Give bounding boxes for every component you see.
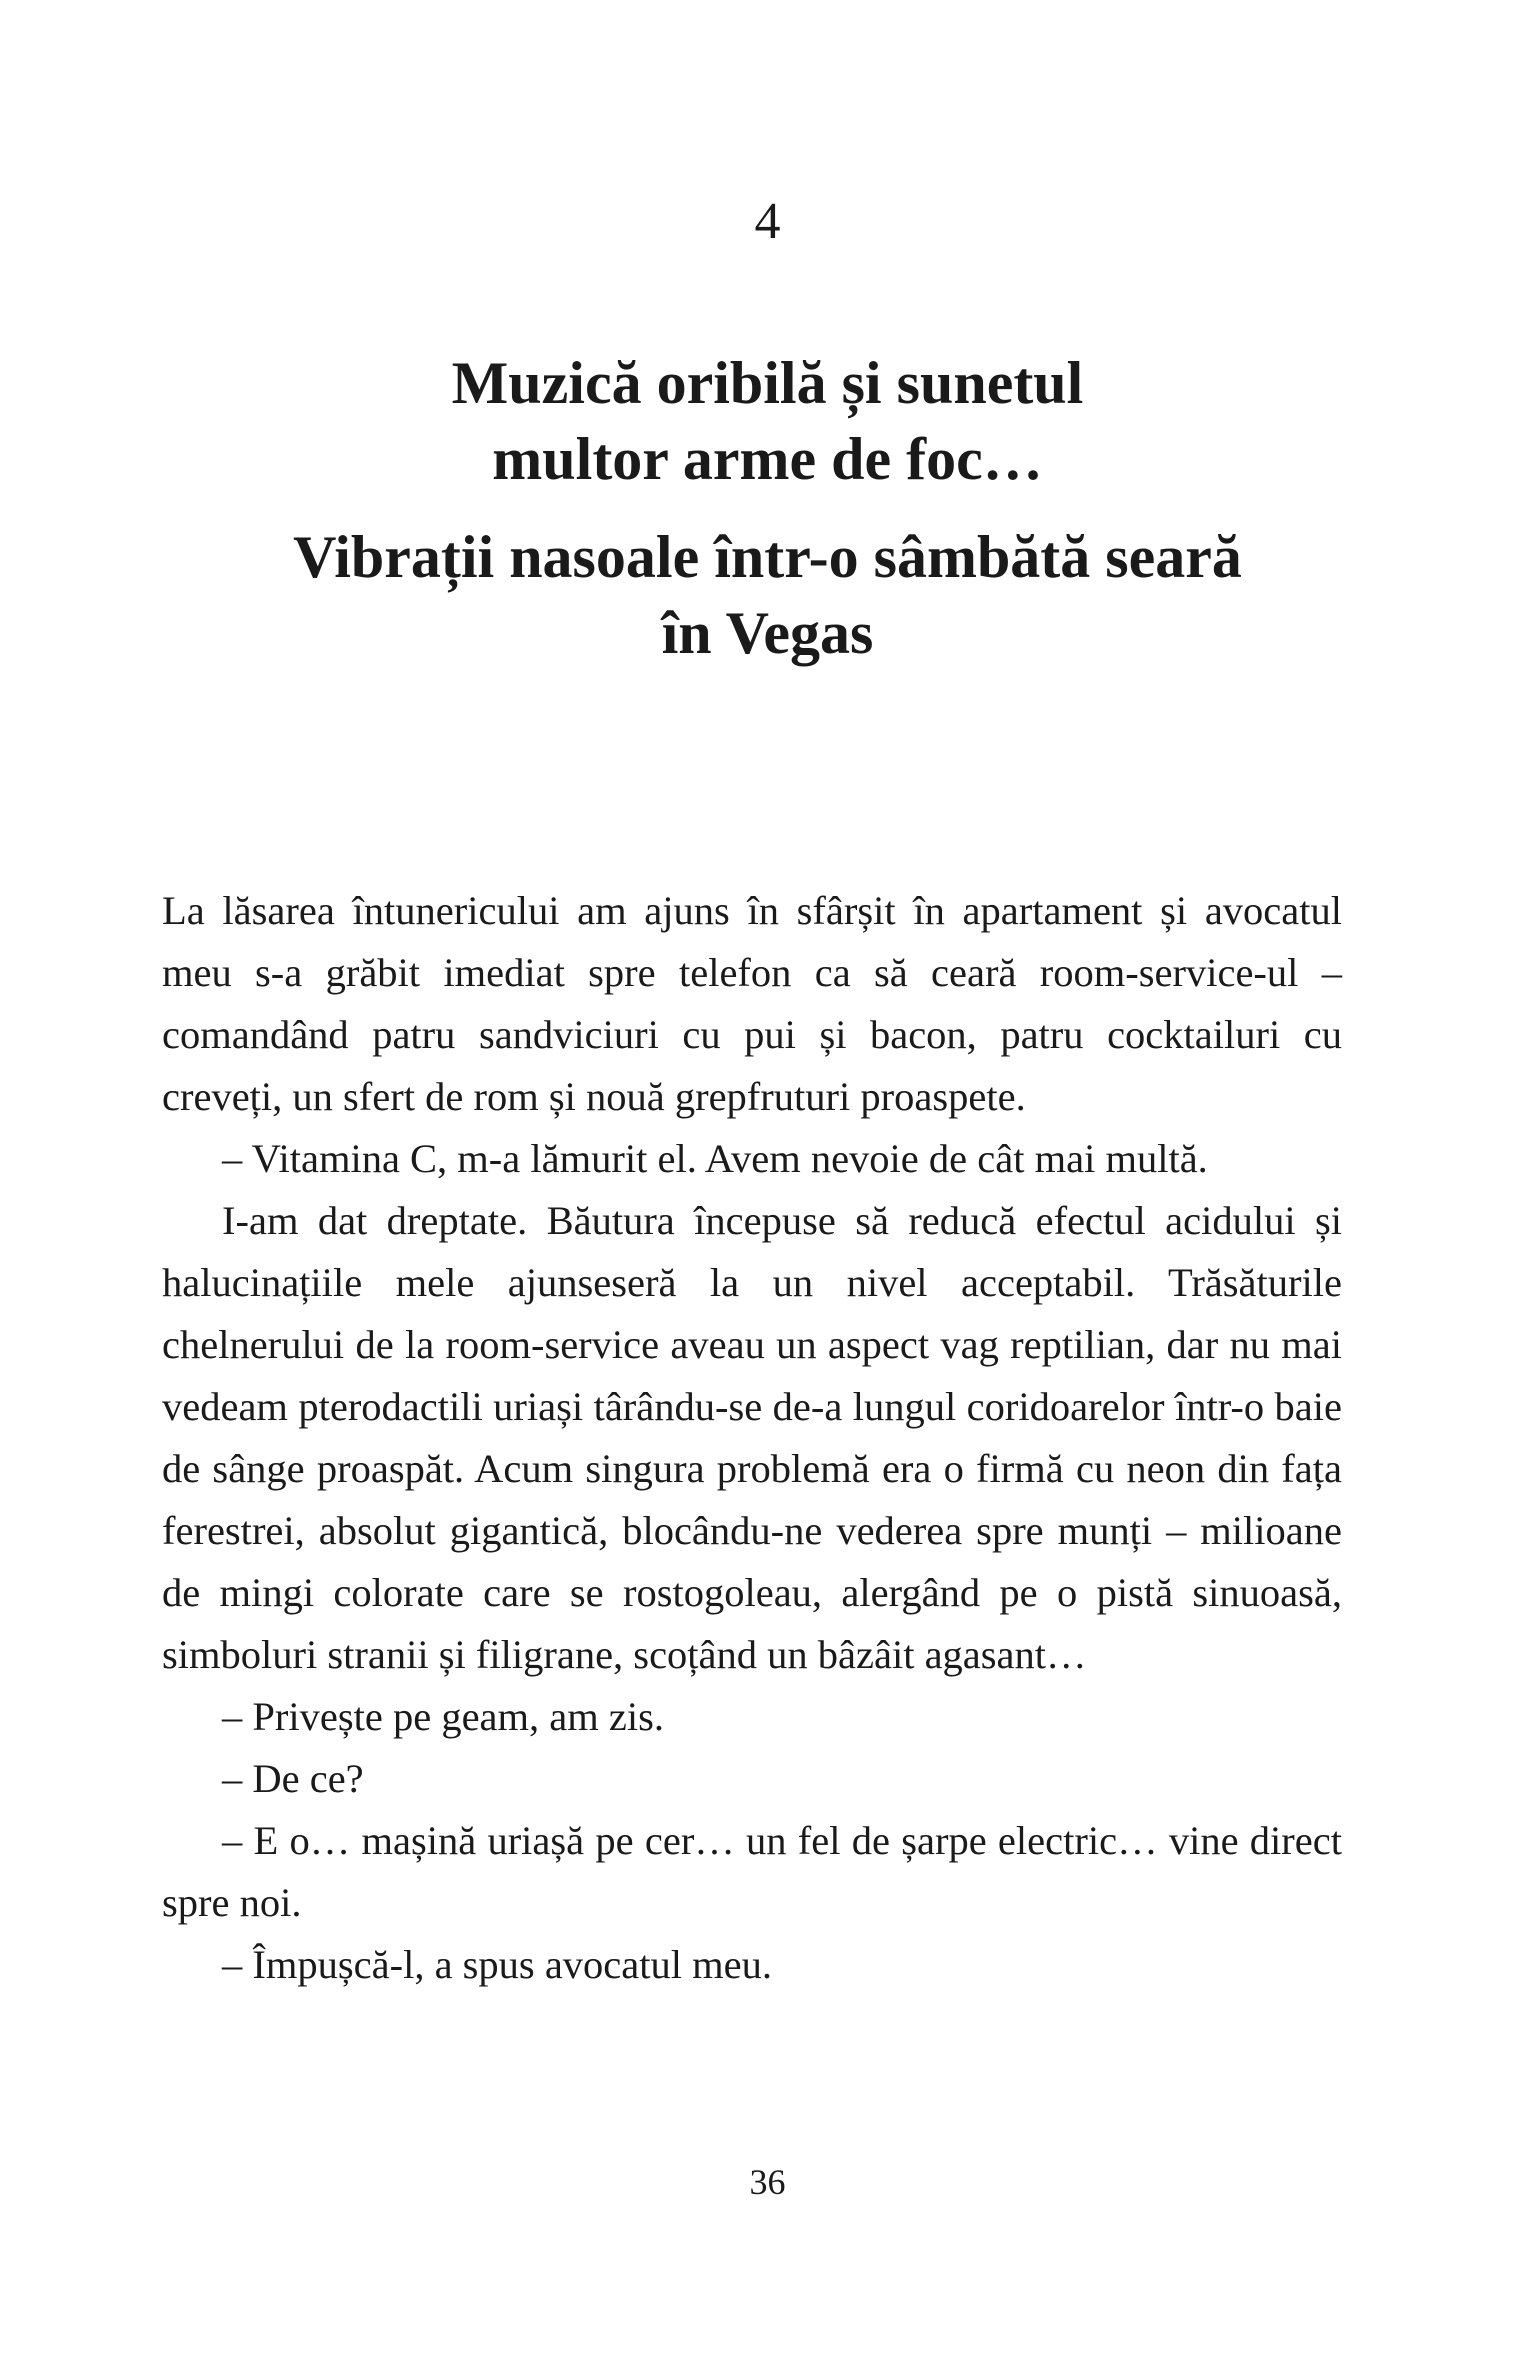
chapter-number: 4 <box>754 193 781 250</box>
paragraph: La lăsarea întunericului am ajuns în sfârșit în apartament și avocatul meu s-a grăbit imediat spre telefon ca să ceară room-service-ul – comandând patru sandviciuri cu pui și bacon, patru cocktailuri cu creveți, un sfert de rom și nouă grepfruturi proaspete. <box>162 888 1342 1119</box>
paragraph: – Privește pe geam, am zis. <box>222 1694 664 1739</box>
paragraph: – De ce? <box>222 1756 364 1801</box>
chapter-subtitle-line: Vibrații nasoale într-o sâmbătă seară <box>293 524 1242 590</box>
body-text <box>162 880 1342 1996</box>
paragraph: – Împușcă-l, a spus avocatul meu. <box>222 1942 772 1987</box>
paragraph: I-am dat dreptate. Băutura începuse să reducă efectul acidului și halucinațiile mele ajunseseră la un nivel acceptabil. Trăsăturile chelnerului de la room-service aveau un aspect vag reptilian, dar nu mai vedeam pterodactili uriași târându-se de-a lungul coridoarelor într-o baie de sânge proaspăt. Acum singura problemă era o firmă cu neon din fața ferestrei, absolut gigantică, blocându-ne vederea spre munți – milioane de mingi colorate care se rostogoleau, alergând pe o pistă sinuoasă, simboluri stranii și filigrane, scoțând un bâzâit agasant… <box>162 1198 1342 1677</box>
paragraph: – Vitamina C, m-a lămurit el. Avem nevoie de cât mai multă. <box>222 1136 1208 1181</box>
chapter-subtitle-line: în Vegas <box>661 600 874 666</box>
chapter-title-line: Muzică oribilă și sunetul <box>451 350 1084 416</box>
title-spacer <box>0 497 1535 519</box>
paragraph: – E o… mașină uriașă pe cer… un fel de șarpe electric… vine direct spre noi. <box>162 1818 1342 1925</box>
page-number: 36 <box>749 2162 786 2202</box>
chapter-title <box>0 345 1535 671</box>
chapter-title-line: multor arme de foc… <box>492 426 1043 492</box>
